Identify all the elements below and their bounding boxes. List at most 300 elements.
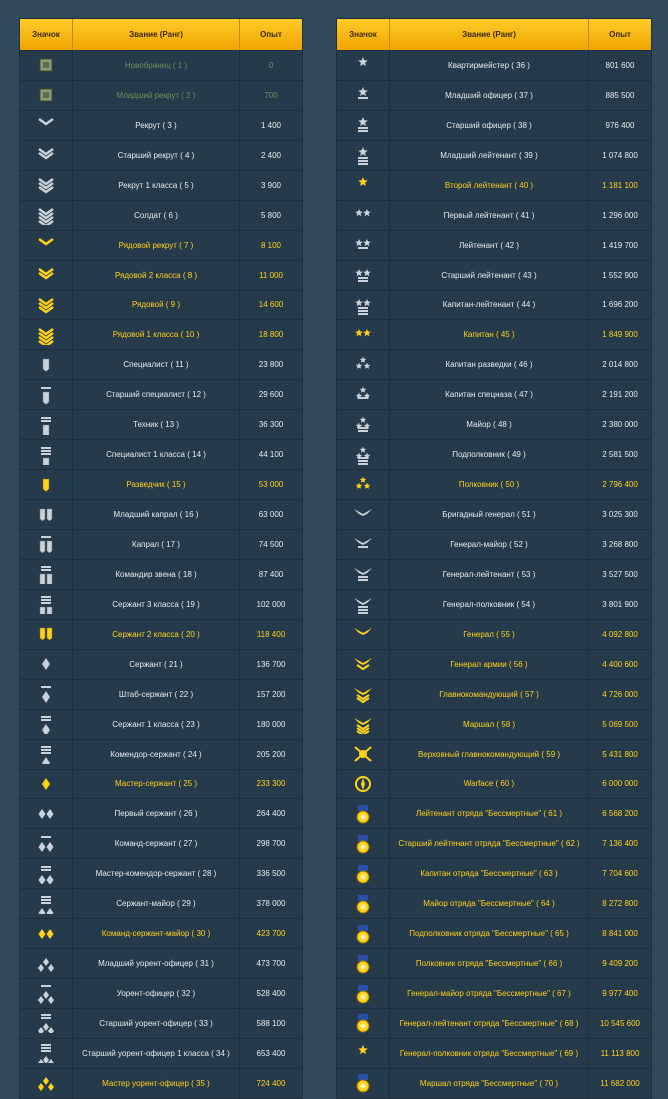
rank-icon-cell bbox=[337, 81, 390, 110]
star-3-bar-1-icon bbox=[352, 385, 374, 405]
rank-name: Комендор-сержант ( 24 ) bbox=[73, 740, 240, 769]
rank-exp: 18 800 bbox=[258, 330, 284, 340]
diamond-bar-3-icon bbox=[35, 744, 57, 764]
rank-icon-cell bbox=[20, 620, 73, 649]
table-row bbox=[337, 828, 651, 858]
rank-name: Младший офицер ( 37 ) bbox=[390, 81, 589, 110]
table-row bbox=[20, 1038, 302, 1068]
rank-icon-cell bbox=[20, 261, 73, 290]
rank-icon-cell bbox=[337, 500, 390, 529]
rank-name: Капитан разведки ( 46 ) bbox=[390, 350, 589, 379]
rank-name: Сержант 3 класса ( 19 ) bbox=[73, 590, 240, 619]
header-rank: Звание (Ранг) bbox=[390, 19, 589, 50]
rank-name: Второй лейтенант ( 40 ) bbox=[390, 171, 589, 200]
table-header bbox=[337, 19, 651, 50]
rank-icon-cell bbox=[20, 1009, 73, 1038]
rank-exp: 653 400 bbox=[256, 1048, 286, 1058]
rank-icon-cell bbox=[337, 530, 390, 559]
chevron-2-icon bbox=[35, 145, 57, 165]
table-row bbox=[20, 1068, 302, 1098]
gold-star-2-icon bbox=[352, 325, 374, 345]
rank-icon-cell bbox=[20, 680, 73, 709]
rank-name: Рядовой 1 класса ( 10 ) bbox=[73, 320, 240, 349]
rank-exp: 264 400 bbox=[256, 809, 286, 819]
rank-name: Генерал ( 55 ) bbox=[390, 620, 589, 649]
rank-icon-cell bbox=[337, 889, 390, 918]
table-row bbox=[337, 918, 651, 948]
wings-icon bbox=[352, 505, 374, 525]
table-row bbox=[337, 559, 651, 589]
rank-icon-cell bbox=[337, 261, 390, 290]
rank-exp: 5 800 bbox=[260, 210, 282, 220]
rank-exp: 976 400 bbox=[605, 120, 635, 130]
rank-name: Разведчик ( 15 ) bbox=[73, 470, 240, 499]
table-row bbox=[337, 649, 651, 679]
table-row bbox=[337, 170, 651, 200]
table-row bbox=[337, 589, 651, 619]
table-row bbox=[337, 110, 651, 140]
rank-name: Штаб-сержант ( 22 ) bbox=[73, 680, 240, 709]
rank-exp: 3 268 800 bbox=[602, 539, 638, 549]
rank-icon-cell bbox=[20, 859, 73, 888]
star-1-bar-1-icon bbox=[352, 85, 374, 105]
rank-name: Сержант-майор ( 29 ) bbox=[73, 889, 240, 918]
triple-diamond-bar-2-icon bbox=[35, 1013, 57, 1033]
table-row bbox=[20, 739, 302, 769]
rank-name: Генерал-полковник ( 54 ) bbox=[390, 590, 589, 619]
gold-shield-icon bbox=[35, 475, 57, 495]
double-shield-bar-1-icon bbox=[35, 534, 57, 554]
rank-name: Мастер-комендор-сержант ( 28 ) bbox=[73, 859, 240, 888]
rank-name: Маршал ( 58 ) bbox=[390, 710, 589, 739]
table-row bbox=[337, 409, 651, 439]
rank-icon-cell bbox=[337, 1039, 390, 1068]
table-row bbox=[337, 200, 651, 230]
gold-star-3-icon bbox=[352, 475, 374, 495]
rank-icon-cell bbox=[20, 320, 73, 349]
star-3-bar-2-icon bbox=[352, 415, 374, 435]
rank-icon-cell bbox=[20, 500, 73, 529]
table-row bbox=[337, 50, 651, 80]
double-diamond-bar-3-icon bbox=[35, 894, 57, 914]
rank-icon-cell bbox=[20, 141, 73, 170]
table-body bbox=[20, 50, 302, 1098]
immortal-medal-1-icon bbox=[352, 804, 374, 824]
rank-name: Специалист 1 класса ( 14 ) bbox=[73, 440, 240, 469]
gold-crossed-swords-icon bbox=[352, 744, 374, 764]
rank-exp: 11 000 bbox=[259, 270, 283, 280]
rank-name: Старший уорент-офицер ( 33 ) bbox=[73, 1009, 240, 1038]
rank-icon-cell bbox=[20, 111, 73, 140]
rank-exp: 885 500 bbox=[605, 90, 635, 100]
table-row bbox=[20, 439, 302, 469]
rank-exp: 11 113 800 bbox=[600, 1048, 640, 1058]
rank-icon-cell bbox=[20, 231, 73, 260]
rank-exp: 2 191 200 bbox=[602, 390, 638, 400]
rank-exp: 7 704 600 bbox=[602, 869, 638, 879]
wings-bar-3-icon bbox=[352, 594, 374, 614]
shield-bar-2-icon bbox=[35, 415, 57, 435]
rank-name: Мастер-сержант ( 25 ) bbox=[73, 770, 240, 799]
rank-exp: 102 000 bbox=[256, 599, 286, 609]
rank-name: Новобранец ( 1 ) bbox=[73, 51, 240, 80]
rank-icon-cell bbox=[20, 530, 73, 559]
rank-exp: 2 796 400 bbox=[602, 480, 638, 490]
immortal-star-medal-icon bbox=[352, 1043, 374, 1063]
rank-name: Младший лейтенант ( 39 ) bbox=[390, 141, 589, 170]
rank-icon-cell bbox=[20, 81, 73, 110]
rank-icon-cell bbox=[20, 440, 73, 469]
rank-exp: 3 900 bbox=[260, 180, 282, 190]
table-row bbox=[20, 589, 302, 619]
rank-name: Сержант 1 класса ( 23 ) bbox=[73, 710, 240, 739]
rank-icon-cell bbox=[337, 740, 390, 769]
table-row bbox=[20, 709, 302, 739]
rank-icon-cell bbox=[20, 650, 73, 679]
rank-exp: 1 296 000 bbox=[602, 210, 638, 220]
immortal-medal-2-icon bbox=[352, 834, 374, 854]
rank-name: Рекрут ( 3 ) bbox=[73, 111, 240, 140]
table-row bbox=[20, 679, 302, 709]
rank-exp: 801 600 bbox=[605, 60, 635, 70]
star-2-bar-2-icon bbox=[352, 265, 374, 285]
table-header bbox=[20, 19, 302, 50]
rank-icon-cell bbox=[20, 380, 73, 409]
header-exp: Опыт bbox=[260, 30, 282, 39]
rank-exp: 9 409 200 bbox=[602, 959, 638, 969]
rank-name: Бригадный генерал ( 51 ) bbox=[390, 500, 589, 529]
rank-icon-cell bbox=[337, 410, 390, 439]
chevron-1-icon bbox=[35, 115, 57, 135]
rank-exp: 6 568 200 bbox=[602, 809, 638, 819]
table-row bbox=[20, 858, 302, 888]
rank-name: Warface ( 60 ) bbox=[390, 770, 589, 799]
table-row bbox=[20, 290, 302, 320]
table-row bbox=[337, 978, 651, 1008]
gold-chevron-2-icon bbox=[35, 265, 57, 285]
rank-exp: 336 500 bbox=[256, 869, 286, 879]
square-rank-icon bbox=[35, 55, 57, 75]
table-row bbox=[337, 230, 651, 260]
rank-name: Капитан отряда "Бессмертные" ( 63 ) bbox=[390, 859, 589, 888]
rank-exp: 1 074 800 bbox=[602, 150, 638, 160]
rank-icon-cell bbox=[337, 859, 390, 888]
table-row bbox=[20, 230, 302, 260]
ranks-table-left bbox=[19, 18, 303, 1099]
table-row bbox=[337, 499, 651, 529]
star-2-bar-3-icon bbox=[352, 295, 374, 315]
rank-icon-cell bbox=[20, 889, 73, 918]
wings-bar-1-icon bbox=[352, 534, 374, 554]
rank-exp: 44 100 bbox=[258, 450, 284, 460]
gold-wings-chevron-1-icon bbox=[352, 654, 374, 674]
header-icon: Значок bbox=[20, 19, 73, 50]
star-1-bar-3-icon bbox=[352, 145, 374, 165]
table-row bbox=[20, 828, 302, 858]
table-row bbox=[337, 1068, 651, 1098]
rank-exp: 8 272 800 bbox=[602, 899, 638, 909]
diamond-bar-1-icon bbox=[35, 684, 57, 704]
rank-exp: 1 419 700 bbox=[602, 240, 638, 250]
rank-exp: 423 700 bbox=[256, 929, 286, 939]
rank-name: Командир звена ( 18 ) bbox=[73, 560, 240, 589]
rank-name: Генерал-майор отряда "Бессмертные" ( 67 ) bbox=[390, 979, 589, 1008]
immortal-eagle-icon bbox=[352, 1073, 374, 1093]
table-row bbox=[20, 379, 302, 409]
rank-name: Квартирмейстер ( 36 ) bbox=[390, 51, 589, 80]
diamond-rank-icon bbox=[35, 654, 57, 674]
rank-exp: 6 000 000 bbox=[602, 779, 638, 789]
table-row bbox=[20, 140, 302, 170]
table-row bbox=[337, 349, 651, 379]
rank-exp: 5 069 500 bbox=[602, 719, 638, 729]
rank-exp: 473 700 bbox=[256, 959, 286, 969]
star-2-bar-1-icon bbox=[352, 235, 374, 255]
rank-exp: 5 431 800 bbox=[602, 749, 638, 759]
rank-name: Капрал ( 17 ) bbox=[73, 530, 240, 559]
rank-icon-cell bbox=[20, 799, 73, 828]
double-shield-bar-3-icon bbox=[35, 594, 57, 614]
rank-name: Генерал-полковник отряда "Бессмертные" ( 69 ) bbox=[390, 1039, 589, 1068]
rank-exp: 4 400 600 bbox=[602, 659, 638, 669]
rank-icon-cell bbox=[337, 380, 390, 409]
rank-icon-cell bbox=[20, 979, 73, 1008]
rank-name: Младший уорент-офицер ( 31 ) bbox=[73, 949, 240, 978]
star-1-bar-2-icon bbox=[352, 115, 374, 135]
rank-icon-cell bbox=[20, 51, 73, 80]
table-row bbox=[337, 290, 651, 320]
rank-name: Маршал отряда "Бессмертные" ( 70 ) bbox=[390, 1069, 589, 1098]
rank-name: Старший лейтенант ( 43 ) bbox=[390, 261, 589, 290]
gold-wings-chevron-2-icon bbox=[352, 684, 374, 704]
header-icon: Значок bbox=[337, 19, 390, 50]
immortal-medal-4-icon bbox=[352, 894, 374, 914]
rank-exp: 36 300 bbox=[258, 420, 284, 430]
table-row bbox=[20, 1008, 302, 1038]
triple-diamond-bar-3-icon bbox=[35, 1043, 57, 1063]
rank-exp: 53 000 bbox=[258, 480, 284, 490]
table-body bbox=[337, 50, 651, 1098]
rank-exp: 3 801 900 bbox=[602, 599, 638, 609]
rank-name: Капитан спецназа ( 47 ) bbox=[390, 380, 589, 409]
rank-name: Генерал-лейтенант отряда "Бессмертные" ( 68 ) bbox=[390, 1009, 589, 1038]
rank-icon-cell bbox=[337, 590, 390, 619]
rank-icon-cell bbox=[20, 291, 73, 320]
table-row bbox=[337, 948, 651, 978]
star-1-icon bbox=[352, 55, 374, 75]
table-row bbox=[20, 888, 302, 918]
table-row bbox=[337, 858, 651, 888]
rank-exp: 4 726 000 bbox=[602, 689, 638, 699]
rank-name: Старший лейтенант отряда "Бессмертные" ( 62 ) bbox=[390, 829, 589, 858]
rank-icon-cell bbox=[20, 740, 73, 769]
table-row bbox=[337, 798, 651, 828]
table-row bbox=[20, 50, 302, 80]
rank-icon-cell bbox=[337, 949, 390, 978]
rank-icon-cell bbox=[337, 470, 390, 499]
gold-chevron-4-icon bbox=[35, 325, 57, 345]
rank-name: Старший рекрут ( 4 ) bbox=[73, 141, 240, 170]
rank-name: Рядовой 2 класса ( 8 ) bbox=[73, 261, 240, 290]
rank-exp: 528 400 bbox=[256, 989, 286, 999]
double-diamond-icon bbox=[35, 804, 57, 824]
rank-icon-cell bbox=[20, 949, 73, 978]
double-diamond-bar-2-icon bbox=[35, 864, 57, 884]
diamond-bar-2-icon bbox=[35, 714, 57, 734]
rank-icon-cell bbox=[337, 1009, 390, 1038]
rank-exp: 9 977 400 bbox=[602, 989, 638, 999]
rank-name: Полковник отряда "Бессмертные" ( 66 ) bbox=[390, 949, 589, 978]
rank-icon-cell bbox=[20, 201, 73, 230]
table-row bbox=[337, 140, 651, 170]
rank-icon-cell bbox=[20, 770, 73, 799]
rank-name: Команд-сержант ( 27 ) bbox=[73, 829, 240, 858]
rank-exp: 233 300 bbox=[256, 779, 286, 789]
rank-icon-cell bbox=[337, 350, 390, 379]
chevron-4-icon bbox=[35, 205, 57, 225]
header-exp: Опыт bbox=[609, 30, 631, 39]
shield-bar-3-icon bbox=[35, 445, 57, 465]
rank-icon-cell bbox=[20, 1069, 73, 1098]
rank-name: Специалист ( 11 ) bbox=[73, 350, 240, 379]
rank-exp: 10 545 600 bbox=[599, 1018, 641, 1028]
table-row bbox=[337, 80, 651, 110]
rank-icon-cell bbox=[20, 829, 73, 858]
gold-triple-diamond-icon bbox=[35, 1073, 57, 1093]
rank-icon-cell bbox=[20, 560, 73, 589]
gold-chevron-1-icon bbox=[35, 235, 57, 255]
gold-double-shield-icon bbox=[35, 624, 57, 644]
rank-icon-cell bbox=[20, 919, 73, 948]
rank-exp: 23 800 bbox=[258, 360, 284, 370]
rank-exp: 724 400 bbox=[256, 1078, 286, 1088]
rank-exp: 63 000 bbox=[258, 510, 284, 520]
immortal-medal-3-icon bbox=[352, 864, 374, 884]
rank-name: Техник ( 13 ) bbox=[73, 410, 240, 439]
rank-exp: 700 bbox=[264, 90, 278, 100]
rank-exp: 11 682 000 bbox=[600, 1078, 640, 1088]
gold-wings-icon bbox=[352, 624, 374, 644]
rank-icon-cell bbox=[337, 710, 390, 739]
table-row bbox=[337, 709, 651, 739]
rank-exp: 2 014 800 bbox=[602, 360, 638, 370]
rank-name: Старший офицер ( 38 ) bbox=[390, 111, 589, 140]
gold-emblem-icon bbox=[352, 774, 374, 794]
rank-icon-cell bbox=[20, 470, 73, 499]
table-row bbox=[20, 319, 302, 349]
table-row bbox=[20, 649, 302, 679]
rank-name: Генерал армии ( 56 ) bbox=[390, 650, 589, 679]
star-3-icon bbox=[352, 355, 374, 375]
table-row bbox=[20, 918, 302, 948]
rank-icon-cell bbox=[337, 919, 390, 948]
wings-bar-2-icon bbox=[352, 564, 374, 584]
rank-icon-cell bbox=[337, 231, 390, 260]
table-row bbox=[20, 978, 302, 1008]
rank-exp: 205 200 bbox=[256, 749, 286, 759]
rank-exp: 14 600 bbox=[258, 300, 284, 310]
rank-icon-cell bbox=[337, 440, 390, 469]
rank-name: Первый сержант ( 26 ) bbox=[73, 799, 240, 828]
table-row bbox=[20, 798, 302, 828]
rank-icon-cell bbox=[337, 620, 390, 649]
rank-exp: 2 400 bbox=[260, 150, 282, 160]
table-row bbox=[337, 1038, 651, 1068]
table-row bbox=[20, 170, 302, 200]
table-row bbox=[20, 409, 302, 439]
rank-exp: 1 849 900 bbox=[602, 330, 638, 340]
rank-icon-cell bbox=[337, 770, 390, 799]
rank-name: Лейтенант отряда "Бессмертные" ( 61 ) bbox=[390, 799, 589, 828]
rank-icon-cell bbox=[337, 680, 390, 709]
rank-name: Старший уорент-офицер 1 класса ( 34 ) bbox=[73, 1039, 240, 1068]
rank-icon-cell bbox=[337, 111, 390, 140]
rank-exp: 2 581 500 bbox=[602, 450, 638, 460]
rank-exp: 8 100 bbox=[260, 240, 282, 250]
immortal-medal-6-icon bbox=[352, 954, 374, 974]
table-row bbox=[337, 319, 651, 349]
rank-exp: 74 500 bbox=[258, 539, 284, 549]
gold-chevron-3-icon bbox=[35, 295, 57, 315]
rank-name: Первый лейтенант ( 41 ) bbox=[390, 201, 589, 230]
shield-bar-1-icon bbox=[35, 385, 57, 405]
rank-exp: 3 527 500 bbox=[602, 569, 638, 579]
immortal-skull-medal-icon bbox=[352, 1013, 374, 1033]
rank-icon-cell bbox=[337, 799, 390, 828]
rank-name: Мастер уорент-офицер ( 35 ) bbox=[73, 1069, 240, 1098]
rank-icon-cell bbox=[337, 560, 390, 589]
table-row bbox=[337, 439, 651, 469]
header-rank: Звание (Ранг) bbox=[73, 19, 240, 50]
gold-wings-chevron-3-icon bbox=[352, 714, 374, 734]
rank-icon-cell bbox=[20, 410, 73, 439]
rank-name: Майор ( 48 ) bbox=[390, 410, 589, 439]
rank-name: Полковник ( 50 ) bbox=[390, 470, 589, 499]
table-row bbox=[20, 200, 302, 230]
rank-name: Майор отряда "Бессмертные" ( 64 ) bbox=[390, 889, 589, 918]
table-row bbox=[337, 619, 651, 649]
rank-name: Сержант ( 21 ) bbox=[73, 650, 240, 679]
rank-exp: 118 400 bbox=[256, 629, 286, 639]
table-row bbox=[20, 469, 302, 499]
rank-name: Рядовой рекрут ( 7 ) bbox=[73, 231, 240, 260]
rank-icon-cell bbox=[20, 171, 73, 200]
rank-name: Верховный главнокомандующий ( 59 ) bbox=[390, 740, 589, 769]
rank-name: Команд-сержант-майор ( 30 ) bbox=[73, 919, 240, 948]
rank-name: Рекрут 1 класса ( 5 ) bbox=[73, 171, 240, 200]
rank-icon-cell bbox=[20, 350, 73, 379]
rank-name: Главнокомандующий ( 57 ) bbox=[390, 680, 589, 709]
rank-icon-cell bbox=[337, 979, 390, 1008]
immortal-medal-7-icon bbox=[352, 984, 374, 1004]
table-row bbox=[20, 499, 302, 529]
rank-exp: 378 000 bbox=[256, 899, 286, 909]
table-row bbox=[337, 469, 651, 499]
table-row bbox=[337, 1008, 651, 1038]
triple-diamond-bar-1-icon bbox=[35, 984, 57, 1004]
table-row bbox=[20, 529, 302, 559]
rank-exp: 588 100 bbox=[256, 1018, 286, 1028]
rank-icon-cell bbox=[337, 51, 390, 80]
table-row bbox=[337, 739, 651, 769]
rank-icon-cell bbox=[337, 1069, 390, 1098]
star-2-icon bbox=[352, 205, 374, 225]
rank-name: Рядовой ( 9 ) bbox=[73, 291, 240, 320]
rank-name: Младший рекрут ( 2 ) bbox=[73, 81, 240, 110]
rank-exp: 87 400 bbox=[258, 569, 284, 579]
shield-rank-icon bbox=[35, 355, 57, 375]
rank-name: Капитан-лейтенант ( 44 ) bbox=[390, 291, 589, 320]
